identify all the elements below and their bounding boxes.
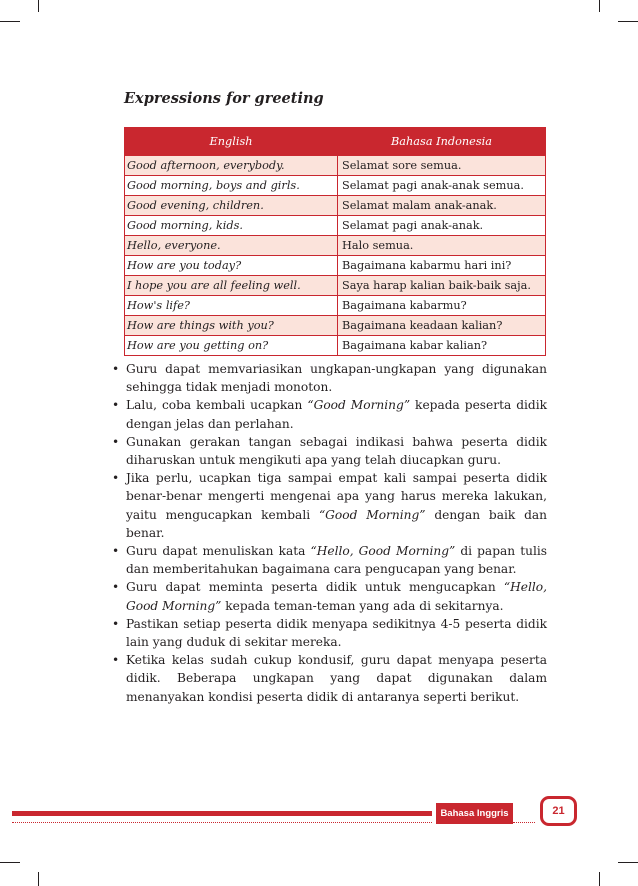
list-item-text: dengan baik dan benar. — [126, 507, 548, 540]
table-row — [125, 276, 546, 296]
indonesian-translation-cell: Bagaimana kabarmu? — [338, 296, 546, 316]
list-item-text: Ketika kelas sudah cukup kondusif, guru dapat menyapa peserta didik. Beberapa ungkapan yang dapat digunakan dalam menanyakan kondisi peserta didik di antaranya seperti berikut. — [126, 653, 547, 704]
footer-rule — [12, 811, 432, 816]
list-item-text: Pastikan setiap peserta didik menyapa sedikitnya 4-5 peserta didik lain yang duduk di sekitar mereka. — [126, 616, 547, 650]
crop-mark — [0, 862, 20, 863]
english-expression-cell: How are you today? — [125, 256, 338, 276]
list-item — [112, 542, 547, 578]
section-heading: Expressions for greeting — [124, 90, 324, 107]
indonesian-translation-cell: Saya harap kalian baik-baik saja. — [338, 276, 546, 296]
table-row — [125, 196, 546, 216]
list-item-text: kepada peserta didik dengan jelas dan perlahan. — [126, 398, 547, 431]
quoted-phrase: “Hello, Good Morning” — [126, 580, 547, 613]
quoted-phrase: “Good Morning” — [318, 507, 426, 522]
english-expression-cell: Good evening, children. — [125, 196, 338, 216]
list-item-text: di papan tulis dan memberitahukan bagaimana cara pengucapan yang benar. — [126, 544, 548, 577]
column-header-bahasa-indonesia: Bahasa Indonesia — [338, 128, 546, 156]
list-item-text: Jika perlu, ucapkan tiga sampai empat kali sampai peserta didik benar-benar mengerti mengenai apa yang harus mereka lakukan, yaitu mengucapkan kembali — [126, 471, 547, 522]
instruction-list — [112, 360, 547, 706]
indonesian-translation-cell: Selamat malam anak-anak. — [338, 196, 546, 216]
english-expression-cell: Good afternoon, everybody. — [125, 156, 338, 176]
list-item — [112, 469, 547, 542]
crop-mark — [0, 21, 20, 22]
footer-dotted-rule — [513, 822, 535, 823]
table-header-row — [125, 128, 546, 156]
greetings-table — [124, 127, 546, 356]
crop-mark — [618, 862, 638, 863]
list-item-text: Gunakan gerakan tangan sebagai indikasi bahwa peserta didik diharuskan untuk mengikuti apa yang telah diucapkan guru. — [126, 434, 547, 468]
list-item — [112, 578, 547, 614]
list-item-text: Guru dapat meminta peserta didik untuk mengucapkan — [126, 580, 504, 595]
book-title-tab: Bahasa Inggris — [436, 803, 513, 824]
table-row — [125, 216, 546, 236]
table-row — [125, 336, 546, 356]
indonesian-translation-cell: Selamat sore semua. — [338, 156, 546, 176]
list-item-text: Guru dapat memvariasikan ungkapan-ungkapan yang digunakan sehingga tidak menjadi monoton. — [126, 362, 547, 395]
indonesian-translation-cell: Selamat pagi anak-anak. — [338, 216, 546, 236]
list-item-text: Guru dapat menuliskan kata — [126, 544, 311, 559]
indonesian-translation-cell: Selamat pagi anak-anak semua. — [338, 176, 546, 196]
crop-mark — [599, 0, 600, 12]
column-header-english: English — [125, 128, 338, 156]
table-row — [125, 176, 546, 196]
table-row — [125, 256, 546, 276]
table-row — [125, 236, 546, 256]
crop-mark — [38, 0, 39, 12]
quoted-phrase: “Good Morning” — [307, 398, 411, 413]
indonesian-translation-cell: Halo semua. — [338, 236, 546, 256]
english-expression-cell: How are things with you? — [125, 316, 338, 336]
english-expression-cell: Hello, everyone. — [125, 236, 338, 256]
page-number: 21 — [540, 796, 577, 826]
english-expression-cell: Good morning, kids. — [125, 216, 338, 236]
list-item — [112, 651, 547, 706]
table-row — [125, 316, 546, 336]
indonesian-translation-cell: Bagaimana kabar kalian? — [338, 336, 546, 356]
english-expression-cell: Good morning, boys and girls. — [125, 176, 338, 196]
table-row — [125, 156, 546, 176]
table-row — [125, 296, 546, 316]
crop-mark — [599, 872, 600, 886]
list-item — [112, 433, 547, 469]
list-item — [112, 615, 547, 651]
quoted-phrase: “Hello, Good Morning” — [310, 544, 456, 559]
english-expression-cell: I hope you are all feeling well. — [125, 276, 338, 296]
indonesian-translation-cell: Bagaimana kabarmu hari ini? — [338, 256, 546, 276]
table-body — [125, 156, 546, 356]
crop-mark — [38, 872, 39, 886]
english-expression-cell: How's life? — [125, 296, 338, 316]
footer-dotted-rule — [12, 822, 432, 823]
list-item — [112, 360, 547, 396]
indonesian-translation-cell: Bagaimana keadaan kalian? — [338, 316, 546, 336]
english-expression-cell: How are you getting on? — [125, 336, 338, 356]
list-item-text: Lalu, coba kembali ucapkan — [126, 398, 308, 413]
crop-mark — [618, 21, 638, 22]
list-item — [112, 396, 547, 432]
list-item-text: kepada teman-teman yang ada di sekitarnya. — [221, 598, 504, 613]
